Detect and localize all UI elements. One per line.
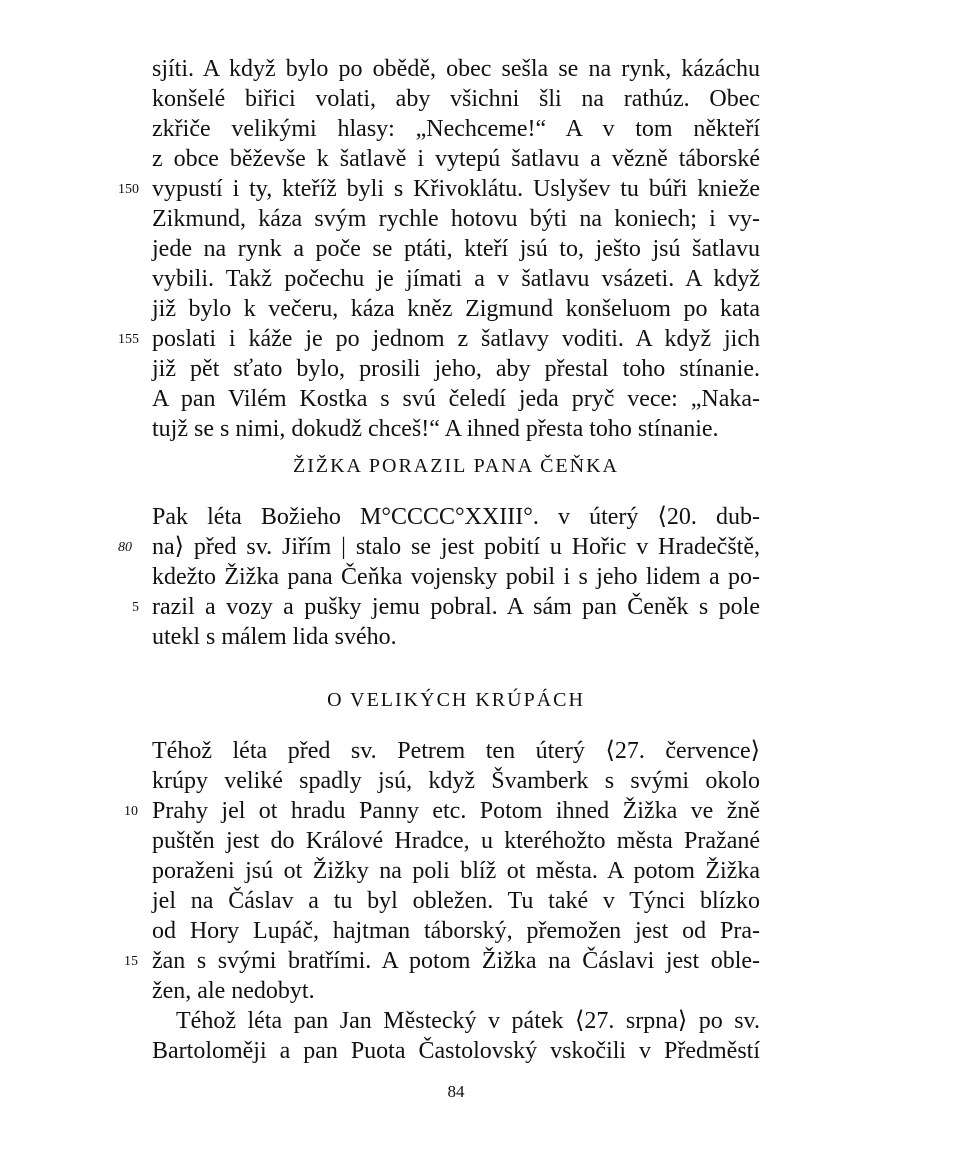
text-line: poslati i káže je po jednom z šatlavy voditi. A když jich bbox=[152, 326, 760, 352]
line-number: 5 bbox=[132, 600, 139, 615]
line-number: 10 bbox=[124, 804, 138, 819]
line-number: 15 bbox=[124, 954, 138, 969]
text-line: jede na rynk a poče se ptáti, kteří jsú to, ješto jsú šatlavu bbox=[152, 236, 760, 262]
text-line: konšelé biřici volati, aby všichni šli na rathúz. Obec bbox=[152, 86, 760, 112]
text-line: tujž se s nimi, dokudž chceš!“ A ihned přesta toho stínanie. bbox=[152, 416, 719, 442]
text-line: puštěn jest do Králové Hradce, u kteréhožto města Pražané bbox=[152, 828, 760, 854]
text-line: Bartoloměji a pan Puota Častolovský vskočili v Předměstí bbox=[152, 1038, 760, 1064]
text-line: žen, ale nedobyt. bbox=[152, 978, 315, 1004]
text-line: již pět sťato bylo, prosili jeho, aby přestal toho stínanie. bbox=[152, 356, 760, 382]
text-line: poraženi jsú ot Žižky na poli blíž ot města. A potom Žižka bbox=[152, 858, 760, 884]
text-line: Téhož léta před sv. Petrem ten úterý ⟨27. července⟩ bbox=[152, 738, 760, 764]
text-line: sjíti. A když bylo po obědě, obec sešla se na rynk, kázáchu bbox=[152, 56, 760, 82]
text-line: na⟩ před sv. Jiřím | stalo se jest pobití u Hořic v Hradečště, bbox=[152, 534, 760, 560]
text-line: Prahy jel ot hradu Panny etc. Potom ihned Žižka ve žně bbox=[152, 798, 760, 824]
text-line: razil a vozy a pušky jemu pobral. A sám pan Čeněk s pole bbox=[152, 594, 760, 620]
text-line: vybili. Takž počechu je jímati a v šatlavu vsázeti. A když bbox=[152, 266, 760, 292]
text-line: žan s svými bratřími. A potom Žižka na Čáslavi jest oble- bbox=[152, 948, 760, 974]
text-line: krúpy veliké spadly jsú, když Švamberk s svými okolo bbox=[152, 768, 760, 794]
text-line: z obce běževše k šatlavě i vytepú šatlavu a vězně táborské bbox=[152, 146, 760, 172]
text-line: od Hory Lupáč, hajtman táborský, přemožen jest od Pra- bbox=[152, 918, 760, 944]
text-line: jel na Čáslav a tu byl obležen. Tu také v Týnci blízko bbox=[152, 888, 760, 914]
text-line: vypustí i ty, kteříž byli s Křivoklátu. Uslyšev tu búři knieže bbox=[152, 176, 760, 202]
page-number: 84 bbox=[447, 1082, 465, 1101]
text-line: A pan Vilém Kostka s svú čeledí jeda pryč vece: „Naka- bbox=[152, 386, 760, 412]
text-line: kdežto Žižka pana Čeňka vojensky pobil i s jeho lidem a po- bbox=[152, 564, 760, 590]
text-line: již bylo k večeru, káza kněz Zigmund konšeluom po kata bbox=[152, 296, 760, 322]
text-line: utekl s málem lida svého. bbox=[152, 624, 397, 650]
text-line: Pak léta Božieho M°CCCC°XXIII°. v úterý ⟨20. dub- bbox=[152, 504, 760, 530]
section-heading: O VELIKÝCH KRÚPÁCH bbox=[327, 689, 585, 711]
text-line: zkřiče velikými hlasy: „Nechceme!“ A v tom někteří bbox=[152, 116, 760, 142]
text-line: Téhož léta pan Jan Městecký v pátek ⟨27. srpna⟩ po sv. bbox=[176, 1008, 760, 1034]
text-line: Zikmund, káza svým rychle hotovu býti na koniech; i vy- bbox=[152, 206, 760, 232]
line-number: 155 bbox=[118, 332, 139, 347]
line-number: 150 bbox=[118, 182, 139, 197]
section-heading: ŽIŽKA PORAZIL PANA ČEŇKA bbox=[293, 455, 619, 477]
margin-page-ref: 80 bbox=[118, 540, 132, 555]
